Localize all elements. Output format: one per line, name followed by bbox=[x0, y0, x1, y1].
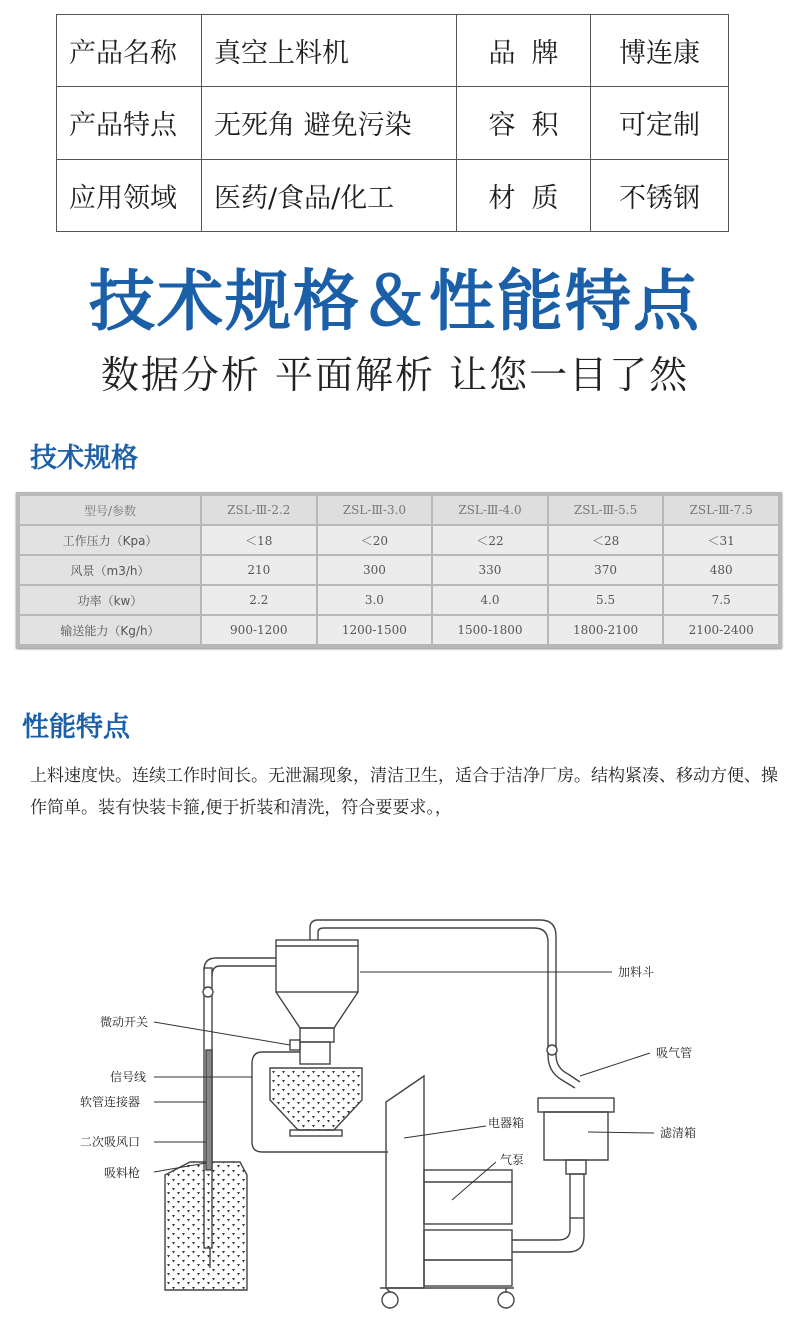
hose-section bbox=[206, 1050, 212, 1170]
spec-cell: ＜31 bbox=[664, 526, 778, 554]
spec-row-label: 功率（kw） bbox=[20, 586, 200, 614]
spec-cell: 1500-1800 bbox=[433, 616, 547, 644]
spec-cell: 330 bbox=[433, 556, 547, 584]
spec-cell: 210 bbox=[202, 556, 316, 584]
spec-cell: 900-1200 bbox=[202, 616, 316, 644]
spec-header-row bbox=[20, 496, 778, 524]
spec-header-cell: ZSL-Ⅲ-5.5 bbox=[549, 496, 663, 524]
spec-row-label: 工作压力（Kpa） bbox=[20, 526, 200, 554]
label-air-pump: 气泵 bbox=[500, 1153, 525, 1167]
spec-row bbox=[20, 556, 778, 584]
info-value: 无死角 避免污染 bbox=[202, 87, 457, 159]
info-row-feature bbox=[57, 87, 729, 159]
spec-row-label: 输送能力（Kg/h） bbox=[20, 616, 200, 644]
spec-table-frame bbox=[16, 492, 782, 648]
label-hose-connector: 软管连接器 bbox=[80, 1095, 141, 1109]
connector-ring bbox=[203, 987, 213, 997]
filter-box bbox=[544, 1112, 608, 1160]
label-filter-box: 滤清箱 bbox=[660, 1126, 697, 1140]
spec-header-cell: 型号/参数 bbox=[20, 496, 200, 524]
info-value: 真空上料机 bbox=[202, 15, 457, 87]
label-electric-box: 电器箱 bbox=[488, 1116, 525, 1130]
spec-row bbox=[20, 526, 778, 554]
spec-section-title: 技术规格 bbox=[30, 443, 138, 474]
info-value: 博连康 bbox=[591, 15, 729, 87]
info-row-name bbox=[57, 15, 729, 87]
spec-cell: 2.2 bbox=[202, 586, 316, 614]
spec-cell: ＜18 bbox=[202, 526, 316, 554]
spec-cell: 1200-1500 bbox=[318, 616, 432, 644]
electric-box bbox=[386, 1076, 424, 1288]
spec-header-cell: ZSL-Ⅲ-4.0 bbox=[433, 496, 547, 524]
wheel-left bbox=[382, 1292, 398, 1308]
label-hopper: 加料斗 bbox=[618, 965, 655, 979]
info-label: 容积 bbox=[457, 87, 591, 159]
main-title: 技术规格＆性能特点 bbox=[89, 263, 701, 340]
info-label: 材质 bbox=[457, 159, 591, 231]
spec-cell: ＜20 bbox=[318, 526, 432, 554]
spec-cell: 370 bbox=[549, 556, 663, 584]
spec-header-cell: ZSL-Ⅲ-7.5 bbox=[664, 496, 778, 524]
label-suction-gun: 吸料枪 bbox=[104, 1166, 141, 1180]
pipe-ring bbox=[547, 1045, 557, 1055]
material-container bbox=[165, 1162, 247, 1290]
feature-section-title: 性能特点 bbox=[22, 712, 130, 743]
sub-title: 数据分析 平面解析 让您一目了然 bbox=[100, 353, 690, 397]
label-signal-wire: 信号线 bbox=[110, 1070, 147, 1084]
info-label: 产品特点 bbox=[57, 87, 202, 159]
spec-cell: 1800-2100 bbox=[549, 616, 663, 644]
spec-cell: 300 bbox=[318, 556, 432, 584]
receiver-bin bbox=[270, 1068, 362, 1130]
info-label: 品牌 bbox=[457, 15, 591, 87]
info-value: 医药/食品/化工 bbox=[202, 159, 457, 231]
hopper-body bbox=[276, 940, 358, 992]
spec-cell: 5.5 bbox=[549, 586, 663, 614]
wheel-right bbox=[498, 1292, 514, 1308]
spec-row bbox=[20, 616, 778, 644]
spec-cell: 3.0 bbox=[318, 586, 432, 614]
spec-cell: 480 bbox=[664, 556, 778, 584]
label-micro-switch: 微动开关 bbox=[100, 1015, 149, 1029]
spec-cell: 2100-2400 bbox=[664, 616, 778, 644]
spec-cell: 7.5 bbox=[664, 586, 778, 614]
info-label: 应用领域 bbox=[57, 159, 202, 231]
product-info-table bbox=[56, 14, 729, 232]
feature-description: 上料速度快。连续工作时间长。无泄漏现象，清洁卫生，适合于洁净厂房。结构紧凑、移动方便、操作简单。装有快装卡箍,便于折装和清洗，符合要要求。， bbox=[30, 766, 778, 818]
spec-cell: ＜28 bbox=[549, 526, 663, 554]
vacuum-feeder-diagram bbox=[0, 880, 790, 1320]
spec-row bbox=[20, 586, 778, 614]
spec-cell: 4.0 bbox=[433, 586, 547, 614]
info-value: 可定制 bbox=[591, 87, 729, 159]
info-value: 不锈钢 bbox=[591, 159, 729, 231]
spec-cell: ＜22 bbox=[433, 526, 547, 554]
info-label: 产品名称 bbox=[57, 15, 202, 87]
spec-header-cell: ZSL-Ⅲ-2.2 bbox=[202, 496, 316, 524]
spec-header-cell: ZSL-Ⅲ-3.0 bbox=[318, 496, 432, 524]
spec-row-label: 风景（m3/h） bbox=[20, 556, 200, 584]
spec-table bbox=[18, 494, 780, 646]
air-pump bbox=[424, 1170, 512, 1224]
diagram-lines bbox=[165, 920, 614, 1308]
info-row-application bbox=[57, 159, 729, 231]
micro-switch-box bbox=[290, 1040, 300, 1050]
label-suction-pipe: 吸气管 bbox=[656, 1046, 693, 1060]
label-secondary-inlet: 二次吸风口 bbox=[80, 1135, 141, 1149]
